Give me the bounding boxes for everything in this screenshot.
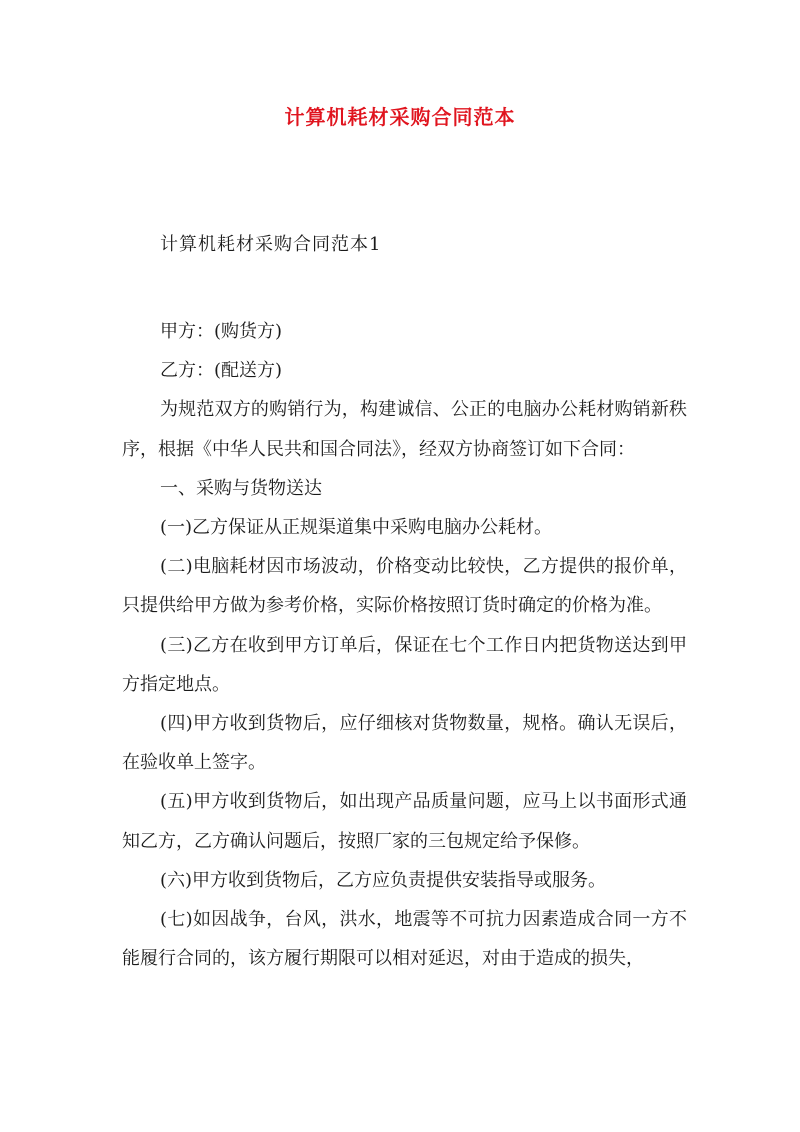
clause-6: (六)甲方收到货物后，乙方应负责提供安装指导或服务。 bbox=[160, 869, 607, 891]
party-a-line: 甲方：(购货方) bbox=[160, 321, 283, 342]
clause-4: (四)甲方收到货物后，应仔细核对货物数量，规格。确认无误后，在验收单上签字。 bbox=[122, 713, 687, 774]
document-subtitle: 计算机耗材采购合同范本1 bbox=[160, 234, 382, 255]
clause-1: (一)乙方保证从正规渠道集中采购电脑办公耗材。 bbox=[160, 517, 553, 539]
party-b-line: 乙方：(配送方) bbox=[160, 360, 283, 382]
preamble-paragraph: 为规范双方的购销行为，构建诚信、公正的电脑办公耗材购销新秩序，根据《中华人民共和国合同法》，经双方协商签订如下合同： bbox=[122, 399, 687, 460]
clause-3: (三)乙方在收到甲方订单后，保证在七个工作日内把货物送达到甲方指定地点。 bbox=[122, 634, 687, 695]
section-heading: 一、采购与货物送达 bbox=[160, 477, 322, 499]
document-title: 计算机耗材采购合同范本 bbox=[284, 105, 516, 129]
document-body bbox=[122, 312, 687, 978]
clause-5: (五)甲方收到货物后，如出现产品质量问题，应马上以书面形式通知乙方，乙方确认问题后，按照厂家的三包规定给予保修。 bbox=[122, 791, 687, 852]
clause-7: (七)如因战争，台风，洪水，地震等不可抗力因素造成合同一方不能履行合同的，该方履行期限可以相对延迟，对由于造成的损失， bbox=[122, 909, 687, 970]
clause-2: (二)电脑耗材因市场波动，价格变动比较快，乙方提供的报价单，只提供给甲方做为参考价格，实际价格按照订货时确定的价格为准。 bbox=[122, 556, 687, 617]
